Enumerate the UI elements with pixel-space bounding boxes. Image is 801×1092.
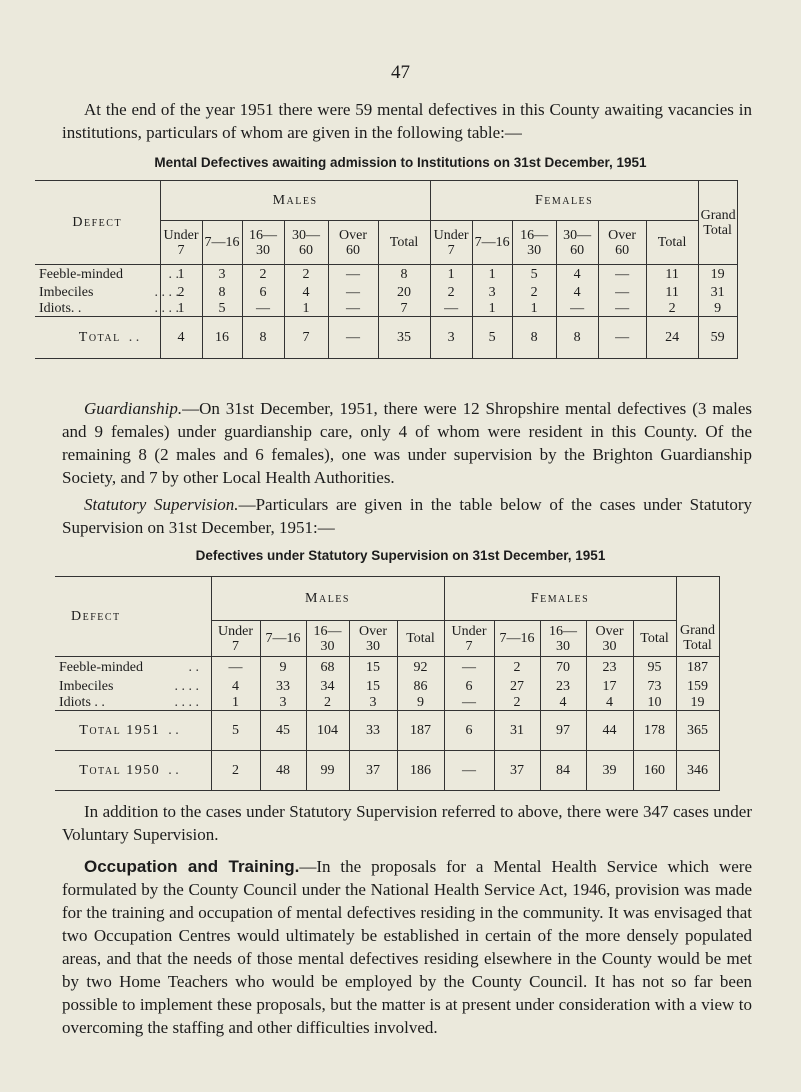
table2-male-cell: 15 <box>349 657 397 679</box>
table2-total-male-cell: 104 <box>306 711 349 751</box>
row-leader-dots: . . <box>128 330 140 345</box>
table2-grand-cell: 19 <box>676 695 719 711</box>
page-number: 47 <box>391 62 410 83</box>
table1-subheader-females: Under 7 <box>430 221 472 265</box>
table2-total-male-cell: 48 <box>260 751 306 791</box>
table2-subheader-males: 7—16 <box>260 621 306 657</box>
row-label-text: Total 1950 <box>79 763 161 778</box>
table2-grand-cell: 159 <box>676 679 719 695</box>
table2-total-male-cell: 33 <box>349 711 397 751</box>
row-leader-dots: . . . . <box>154 300 179 316</box>
table1-total-female-cell: — <box>598 317 646 359</box>
table1-male-cell: — <box>242 301 284 317</box>
row-label-text: Idiots. . <box>39 300 82 316</box>
table2-subheader-females: 16—30 <box>540 621 586 657</box>
table2-total-female-cell: — <box>444 751 494 791</box>
table2-male-cell: 68 <box>306 657 349 679</box>
table-row <box>55 657 719 679</box>
table2-female-cell: 23 <box>540 679 586 695</box>
table1-female-cell: 1 <box>512 301 556 317</box>
row-label-text: Feeble-minded <box>39 267 123 283</box>
table2-female-cell: 4 <box>586 695 633 711</box>
row-label-text: Feeble-minded <box>59 660 143 676</box>
table1-males-header: Males <box>160 181 430 221</box>
table1-females-header: Females <box>430 181 698 221</box>
table2-total-female-cell: 97 <box>540 711 586 751</box>
table-row <box>35 265 737 285</box>
table2-total-female-cell: 37 <box>494 751 540 791</box>
table1-female-cell: 4 <box>556 285 598 301</box>
table1-female-cell: 5 <box>512 265 556 285</box>
table1-male-cell: 6 <box>242 285 284 301</box>
table1-total-male-cell: 35 <box>378 317 430 359</box>
table1-male-cell: 20 <box>378 285 430 301</box>
table1-female-cell: 1 <box>430 265 472 285</box>
table1-total-male-cell: 7 <box>284 317 328 359</box>
table2-total-male-cell: 2 <box>211 751 260 791</box>
table2-total-grand-cell: 346 <box>676 751 719 791</box>
table2-subheader-females: Under 7 <box>444 621 494 657</box>
table-row <box>35 285 737 301</box>
table1-subheader-males: 7—16 <box>202 221 242 265</box>
table1-subheader-males: Under 7 <box>160 221 202 265</box>
table2-subheader-males: Total <box>397 621 444 657</box>
table1-total-male-cell: 16 <box>202 317 242 359</box>
table1-male-cell: 4 <box>284 285 328 301</box>
table1-male-cell: 8 <box>378 265 430 285</box>
table2-total-male-cell: 5 <box>211 711 260 751</box>
table1-male-cell: 5 <box>202 301 242 317</box>
table2-female-cell: 2 <box>494 657 540 679</box>
table1-female-cell: — <box>598 265 646 285</box>
table2-grand-cell: 187 <box>676 657 719 679</box>
guardianship-paragraph <box>62 397 752 489</box>
voluntary-paragraph: In addition to the cases under Statutory Supervision referred to above, there were 347 cases under Voluntary Supervision. <box>62 802 752 844</box>
table1-total-female-cell: 5 <box>472 317 512 359</box>
table2-total-female-cell: 6 <box>444 711 494 751</box>
table2-subheader-females: Total <box>633 621 676 657</box>
table2-female-cell: — <box>444 695 494 711</box>
table2-total-female-cell: 44 <box>586 711 633 751</box>
table2-female-cell: 4 <box>540 695 586 711</box>
table2-male-cell: 3 <box>260 695 306 711</box>
table1-row-label <box>35 300 179 317</box>
table2-female-cell: — <box>444 657 494 679</box>
table1-male-cell: 8 <box>202 285 242 301</box>
table-row <box>55 695 719 711</box>
table2-males-header: Males <box>211 577 444 621</box>
table2-total-male-cell: 37 <box>349 751 397 791</box>
table2-row-label <box>55 657 211 679</box>
table1-male-cell: 2 <box>284 265 328 285</box>
table2-total-row-label <box>55 711 211 751</box>
table2-subheader-males: Under 7 <box>211 621 260 657</box>
table1-female-cell: — <box>598 285 646 301</box>
table2-male-cell: 4 <box>211 679 260 695</box>
row-leader-dots: . . . . <box>174 679 199 694</box>
awaiting-admission-table <box>35 180 738 359</box>
table1-female-cell: — <box>598 301 646 317</box>
table1-male-cell: — <box>328 265 378 285</box>
table2-female-cell: 27 <box>494 679 540 695</box>
table2-female-cell: 6 <box>444 679 494 695</box>
table2-total-male-cell: 186 <box>397 751 444 791</box>
table1-defect-header: Defect <box>35 181 160 265</box>
table2-male-cell: 2 <box>306 695 349 711</box>
table2-male-cell: 92 <box>397 657 444 679</box>
row-leader-dots: . . <box>188 660 199 676</box>
table2-male-cell: 86 <box>397 679 444 695</box>
statutory-heading: Statutory Supervision. <box>84 495 239 514</box>
table2-subheader-females: Over 30 <box>586 621 633 657</box>
table-total-row <box>55 751 719 791</box>
table1-male-cell: 1 <box>160 301 202 317</box>
table1-male-cell: — <box>328 285 378 301</box>
guardianship-heading: Guardianship. <box>84 399 183 418</box>
table1-female-cell: 2 <box>430 285 472 301</box>
table1-female-cell: 11 <box>646 285 698 301</box>
table1-subheader-males: Over 60 <box>328 221 378 265</box>
table2-row-label <box>55 679 211 695</box>
table1-total-row-label <box>35 317 160 359</box>
table2-total-row-label <box>55 751 211 791</box>
row-label-text: Imbeciles <box>59 679 114 694</box>
table2-male-cell: 9 <box>397 695 444 711</box>
table2-total-female-cell: 84 <box>540 751 586 791</box>
table2-male-cell: 9 <box>260 657 306 679</box>
guardianship-text: —On 31st December, 1951, there were 12 Shropshire mental defectives (3 males and 9 females) under guardianship care, only 4 of whom were resident in this County. Of the remaining 8 (2 males and 6 females), one was under supervision by the Brighton Guardianship Society, and 7 by other Local Health Authorities. <box>62 399 752 487</box>
table1-grand-cell: 31 <box>698 285 737 301</box>
table2-females-header: Females <box>444 577 676 621</box>
table2-male-cell: 15 <box>349 679 397 695</box>
row-leader-dots: . . . . <box>174 694 199 710</box>
table1-subheader-females: Total <box>646 221 698 265</box>
row-leader-dots: . . <box>168 267 179 283</box>
statutory-supervision-table <box>55 576 720 791</box>
table1-female-cell: 1 <box>472 301 512 317</box>
table1-female-cell: 11 <box>646 265 698 285</box>
table2-total-male-cell: 99 <box>306 751 349 791</box>
table2-female-cell: 95 <box>633 657 676 679</box>
table1-male-cell: 3 <box>202 265 242 285</box>
table1-male-cell: 7 <box>378 301 430 317</box>
table1-male-cell: 2 <box>242 265 284 285</box>
table2-subheader-males: Over 30 <box>349 621 397 657</box>
table2-grand-total-header: Grand Total <box>676 621 719 657</box>
table1-grand-cell: 9 <box>698 301 737 317</box>
table2-title: Defectives under Statutory Supervision on 31st December, 1951 <box>195 548 606 563</box>
row-label-text: Total 1951 <box>79 723 161 738</box>
table1-subheader-males: Total <box>378 221 430 265</box>
row-label-text: Imbeciles <box>39 285 94 300</box>
occupation-paragraph <box>62 855 752 1039</box>
table1-female-cell: 2 <box>512 285 556 301</box>
row-leader-dots: . . . . <box>154 285 179 300</box>
table2-subheader-males: 16—30 <box>306 621 349 657</box>
table2-female-cell: 23 <box>586 657 633 679</box>
table2-female-cell: 73 <box>633 679 676 695</box>
table2-total-female-cell: 178 <box>633 711 676 751</box>
table2-total-male-cell: 45 <box>260 711 306 751</box>
row-label-text: Idiots . . <box>59 694 105 710</box>
table2-male-cell: — <box>211 657 260 679</box>
table1-male-cell: 2 <box>160 285 202 301</box>
table2-male-cell: 3 <box>349 695 397 711</box>
table1-row-label <box>35 285 179 301</box>
table-row <box>35 301 737 317</box>
table1-title: Mental Defectives awaiting admission to Institutions on 31st December, 1951 <box>154 155 647 170</box>
table1-total-male-cell: 8 <box>242 317 284 359</box>
table1-total-grand-cell: 59 <box>698 317 737 359</box>
table-total-row <box>55 711 719 751</box>
table-row <box>55 679 719 695</box>
occupation-text: —In the proposals for a Mental Health Service which were formulated by the County Council under the National Health Service Act, 1946, provision was made for the training and occupation of mental defectives residing in the community. It was envisaged that two Occupation Centres would ultimately be established in certain of the more densely populated areas, and that the needs of those mental defectives residing elsewhere in the County would be met by two Home Teachers who would be employed by the County Council. It has not so far been possible to implement these proposals, but the matter is at present under consideration with a view to overcoming the staffing and other difficulties involved. <box>62 857 752 1037</box>
table1-total-male-cell: 4 <box>160 317 202 359</box>
row-label-text: Total <box>78 330 121 345</box>
table2-row-label <box>55 695 211 711</box>
table1-grand-cell: 19 <box>698 265 737 285</box>
table1-row-label <box>35 265 179 285</box>
table1-total-female-cell: 24 <box>646 317 698 359</box>
table1-female-cell: 4 <box>556 265 598 285</box>
table1-female-cell: — <box>556 301 598 317</box>
occupation-heading: Occupation and Training. <box>84 857 300 876</box>
table2-subheader-females: 7—16 <box>494 621 540 657</box>
table1-female-cell: 1 <box>472 265 512 285</box>
row-leader-dots: . . <box>168 763 179 778</box>
table2-total-male-cell: 187 <box>397 711 444 751</box>
table2-defect-header: Defect <box>55 577 211 657</box>
table1-subheader-males: 30—60 <box>284 221 328 265</box>
table1-total-female-cell: 3 <box>430 317 472 359</box>
statutory-text: —Particulars are given in the table below of the cases under Statutory Supervision on 31st December, 1951:— <box>62 495 752 537</box>
table1-female-cell: — <box>430 301 472 317</box>
table2-male-cell: 34 <box>306 679 349 695</box>
row-leader-dots: . . <box>168 723 179 738</box>
table1-male-cell: 1 <box>160 265 202 285</box>
table1-male-cell: 1 <box>284 301 328 317</box>
table2-total-female-cell: 39 <box>586 751 633 791</box>
table1-subheader-females: 30—60 <box>556 221 598 265</box>
table1-female-cell: 2 <box>646 301 698 317</box>
table2-total-female-cell: 31 <box>494 711 540 751</box>
table2-total-grand-cell: 365 <box>676 711 719 751</box>
table2-male-cell: 1 <box>211 695 260 711</box>
table2-female-cell: 2 <box>494 695 540 711</box>
table2-female-cell: 70 <box>540 657 586 679</box>
intro-paragraph: At the end of the year 1951 there were 59 mental defectives in this County awaiting vacancies in institutions, particulars of whom are given in the following table:— <box>62 100 752 142</box>
table2-female-cell: 10 <box>633 695 676 711</box>
table1-subheader-females: 7—16 <box>472 221 512 265</box>
table1-subheader-females: Over 60 <box>598 221 646 265</box>
table-total-row <box>35 317 737 359</box>
statutory-paragraph <box>62 493 752 539</box>
table1-total-female-cell: 8 <box>556 317 598 359</box>
table1-female-cell: 3 <box>472 285 512 301</box>
table2-total-female-cell: 160 <box>633 751 676 791</box>
table1-total-male-cell: — <box>328 317 378 359</box>
table1-total-female-cell: 8 <box>512 317 556 359</box>
table2-male-cell: 33 <box>260 679 306 695</box>
table1-grand-total-header: Grand Total <box>698 181 737 265</box>
table1-male-cell: — <box>328 301 378 317</box>
table1-subheader-females: 16—30 <box>512 221 556 265</box>
table1-subheader-males: 16—30 <box>242 221 284 265</box>
table2-female-cell: 17 <box>586 679 633 695</box>
